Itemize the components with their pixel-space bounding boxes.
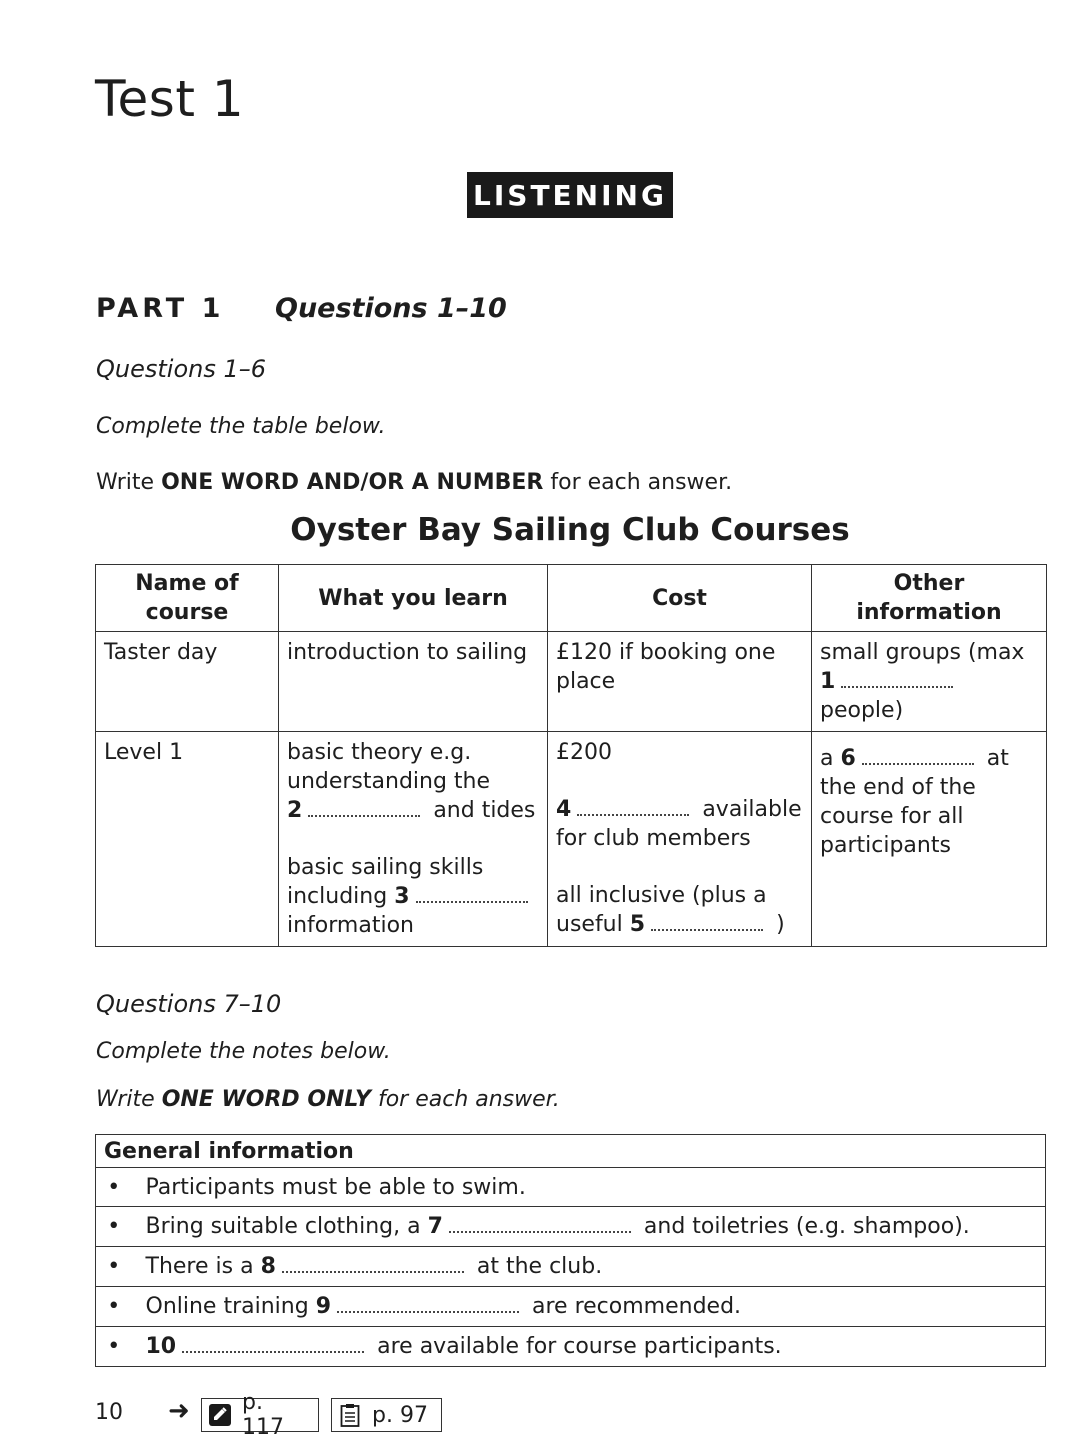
question-number-5: 5: [629, 912, 646, 937]
reference-page: p. 97: [372, 1402, 428, 1428]
clipboard-icon: [338, 1403, 362, 1427]
list-item: [96, 1287, 1046, 1327]
page-number: 10: [95, 1400, 123, 1425]
list-item: [96, 1247, 1046, 1287]
notes-header: General information: [96, 1135, 1046, 1168]
header-what-you-learn: What you learn: [279, 565, 548, 632]
cell-course-name: Level 1: [96, 732, 279, 947]
question-number-4: 4: [556, 797, 572, 822]
bullet-icon: •: [96, 1247, 132, 1287]
cell-text: small groups (max: [820, 640, 1025, 665]
questions-range-7-10: Questions 7–10: [96, 990, 282, 1018]
note-text: Participants must be able to swim.: [132, 1168, 1046, 1207]
list-item: [96, 1207, 1046, 1247]
cell-text: people): [820, 698, 904, 723]
answer-gap-1[interactable]: [841, 672, 953, 688]
instruction-complete-notes: Complete the notes below.: [96, 1039, 391, 1064]
header-cost: Cost: [548, 565, 812, 632]
note-text-part: There is a: [145, 1254, 254, 1279]
header-name-of-course: Name of course: [96, 565, 279, 632]
cell-text: ): [776, 912, 785, 937]
part-label: PART 1: [96, 293, 225, 324]
header-other-information: Other information: [812, 565, 1047, 632]
courses-table: [95, 564, 1047, 947]
list-item: [96, 1168, 1046, 1207]
cell-what-you-learn: [279, 732, 548, 947]
audio-script-icon: [208, 1403, 232, 1427]
instruction-bold: ONE WORD ONLY: [161, 1087, 371, 1112]
cell-text: the end of the course for all participants: [820, 775, 976, 858]
page-title: Test 1: [95, 70, 245, 128]
instruction-word-limit-2: [96, 1087, 560, 1112]
answer-gap-6[interactable]: [862, 749, 974, 765]
question-number-10: 10: [145, 1334, 177, 1359]
note-text: [132, 1207, 1046, 1247]
cell-course-name: Taster day: [96, 632, 279, 732]
note-text-part: and toiletries (e.g. shampoo).: [643, 1214, 970, 1239]
answer-gap-7[interactable]: [449, 1217, 631, 1233]
audio-script-reference[interactable]: [201, 1390, 319, 1440]
cell-cost: £120 if booking one place: [548, 632, 812, 732]
answer-key-reference[interactable]: [331, 1398, 442, 1432]
instruction-text: Write: [96, 470, 155, 495]
cell-other-info: [812, 632, 1047, 732]
list-item: [96, 1327, 1046, 1367]
bullet-icon: •: [96, 1168, 132, 1207]
arrow-right-icon: ➜: [168, 1396, 190, 1426]
note-text-part: Online training: [145, 1294, 309, 1319]
bullet-icon: •: [96, 1287, 132, 1327]
question-number-6: 6: [840, 746, 856, 771]
question-number-9: 9: [315, 1294, 331, 1319]
questions-range-1-6: Questions 1–6: [96, 355, 267, 383]
cell-text: £200: [556, 740, 612, 765]
cell-text: a: [820, 746, 834, 771]
note-text-part: at the club.: [476, 1254, 603, 1279]
cell-text: basic sailing skills including: [287, 855, 484, 909]
cell-text: basic theory e.g. understanding the: [287, 740, 491, 794]
bullet-icon: •: [96, 1207, 132, 1247]
answer-gap-8[interactable]: [282, 1257, 464, 1273]
instruction-word-limit-1: [96, 470, 732, 495]
table-title: Oyster Bay Sailing Club Courses: [290, 512, 850, 548]
table-header-row: [96, 565, 1047, 632]
instruction-text: Write: [96, 1087, 155, 1112]
instruction-text: for each answer.: [377, 1087, 560, 1112]
cell-text: information: [287, 913, 414, 938]
part-questions: Questions 1–10: [275, 293, 507, 324]
answer-gap-4[interactable]: [577, 800, 689, 816]
answer-gap-2[interactable]: [308, 801, 420, 817]
note-text-part: are recommended.: [532, 1294, 742, 1319]
instruction-complete-table: Complete the table below.: [96, 414, 386, 439]
question-number-2: 2: [287, 798, 303, 823]
instruction-bold: ONE WORD AND/OR A NUMBER: [161, 470, 544, 495]
note-text: [132, 1247, 1046, 1287]
answer-gap-3[interactable]: [416, 887, 528, 903]
cell-cost: [548, 732, 812, 947]
note-text: [132, 1327, 1046, 1367]
notes-table: [95, 1134, 1046, 1367]
note-text: [132, 1287, 1046, 1327]
cell-what-you-learn: introduction to sailing: [279, 632, 548, 732]
reference-page: p. 117: [242, 1390, 284, 1440]
cell-other-info: [812, 732, 1047, 947]
cell-text: all inclusive (plus a useful: [556, 883, 767, 937]
question-number-7: 7: [427, 1214, 443, 1239]
note-text-part: are available for course participants.: [377, 1334, 782, 1359]
answer-gap-10[interactable]: [182, 1337, 364, 1353]
question-number-1: 1: [820, 669, 836, 694]
cell-text: and tides: [433, 798, 536, 823]
notes-header-row: [96, 1135, 1046, 1168]
answer-gap-9[interactable]: [337, 1297, 519, 1313]
note-text-part: Bring suitable clothing, a: [145, 1214, 421, 1239]
instruction-text: for each answer.: [550, 470, 733, 495]
table-row: [96, 632, 1047, 732]
bullet-icon: •: [96, 1327, 132, 1367]
question-number-3: 3: [394, 884, 410, 909]
table-row: [96, 732, 1047, 947]
question-number-8: 8: [260, 1254, 276, 1279]
cell-text: available for club members: [556, 797, 802, 851]
cell-text: at: [986, 746, 1009, 771]
section-badge: LISTENING: [467, 172, 673, 218]
answer-gap-5[interactable]: [651, 915, 763, 931]
